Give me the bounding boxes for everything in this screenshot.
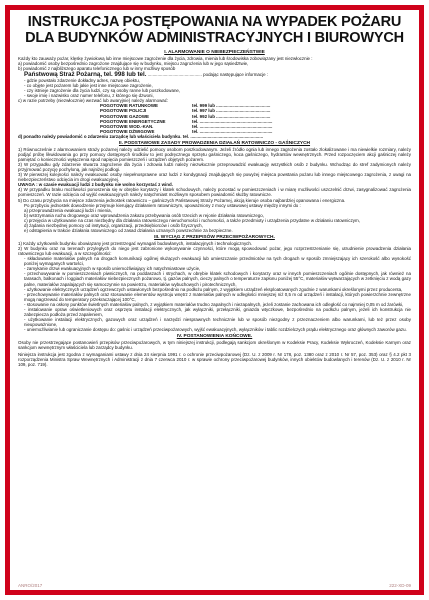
list-item: - czy istnieje zagrożenie dla życia ludzi, czy są osoby ranne lub poszkodowane, [24, 88, 181, 94]
section-1-d [18, 134, 411, 139]
emergency-name: POGOTOWIE DŹWIGOWE [100, 128, 155, 134]
emergency-name: POGOTOWIE RATUNKOWE [100, 103, 159, 109]
section-1-b: b) powiadomić z najbliższego aparatu telefonicznego lub w inny możliwy sposób [18, 65, 176, 71]
emergency-tel: tel. 997 lub ............................................ [192, 108, 271, 114]
list-item: - użytkowanie instalacji elektrycznych, gazowych oraz urządzeń i narzędzi niesprawnych technicznie lub w sposób niezgodny z przeznaczeniem albo warunkami, lub też przez osoby nieupoważnione, [24, 317, 411, 328]
list-item: - składowanie materiałów palnych na drogach komunikacji ogólnej służących ewakuacji lub umieszczanie przedmiotów na tych drogach w sposób zmniejszający ich szerokość albo wysokość poniżej wymaganych wartości, [24, 256, 411, 267]
section-3-heading: III. WYCIĄG Z PRZEPISÓW PRZECIWPOŻAROWYCH. [154, 234, 275, 240]
section-2-p1: 1) Równocześnie z alarmowaniem straży pożarnej należy udzielić pomocy osobom poszkodowanym. Jeżeli źródło ognia lub innego zagrożenia zostało zlokalizowane i ma niewielkie rozmiary, należy podjąć próbę likwidowania go przy pomocy dostępnych środków to jest podręcznego sprzętu gaśniczego, koca gaśniczego, hydrantów wewnętrznych. Przed rozpoczęciem akcji gaśniczej należy pamiętać o konieczności wyłączenia spod napięcia pomieszczeń i urządzeń objętych pożarem. [18, 146, 411, 162]
title-line-2: DLA BUDYNKÓW ADMINISTRACYJNYCH I BIUROWYCH [25, 29, 404, 46]
section-3-p2: 2) W budynku oraz na terenach przyległych do niego jest zabronione wykonywanie czynności, które mogą spowodować pożar, jego rozprzestrzenianie się, utrudnienie prowadzenia działania ratowniczego lub ewakuacji, a w szczególności: [18, 245, 411, 256]
list-item: b) wstrzymania ruchu drogowego oraz wprowadzenia zakazu przebywania osób trzecich w rejonie działania ratowniczego, [24, 212, 264, 218]
list-item: - co objęte jest pożarem lub jakie jest inne miejscowe zagrożenie, [24, 82, 153, 88]
section-2-warning: UWAGA : w czasie ewakuacji ludzi z budynku nie wolno korzystać z wind. [18, 182, 173, 188]
list-item: e) odstąpienia w trakcie działania ratowniczego od zasad działania uznanych powszechnie za bezpieczne. [24, 228, 233, 234]
list-item: - przechowywanie w pomieszczeniach piwnicznych, na poddaszach i strychach, w obrębie klatek schodowych i korytarzy oraz w innych pomieszczeniach ogólnie dostępnych, jak również na tarasach, balkonach i loggiach materiałów niebezpiecznych pożarowo, tj. gazów palnych, cieczy palnych o temperaturze zapłonu poniżej 55°C, materiałów wytwarzających w zetknięciu z wodą gazy palne, materiałów zapalających się samoczynnie na powietrzu, materiałów wybuchowych i pirotechnicznych, [24, 271, 411, 287]
emergency-name: POGOTOWIE ENERGETYCZNE [100, 118, 166, 124]
section-2-p5b: Po przybyciu jednostek dowodzenie przejmuje kierujący działaniem ratowniczym, upoważniony z mocy ustawowej ustawy między innymi do : [24, 202, 301, 208]
list-item: d) żądania niezbędnej pomocy od instytucji, organizacji, przedsiębiorców i osób fizycznych, [24, 223, 203, 228]
emergency-name: POGOTOWIE GAZOWE [100, 113, 149, 119]
list-item: - użytkowanie elektrycznych urządzeń ogrzewczych ustawionych bezpośrednio na podłożu palnym, z wyjątkiem urządzeń eksploatowanych zgodnie z warunkami określonymi przez producenta, [24, 286, 403, 292]
title-line-1: INSTRUKCJA POSTĘPOWANIA NA WYPADEK POŻARU [27, 14, 402, 30]
list-item: c) przejęcia w użytkowanie na czas niezbędny dla działania ratowniczego nieruchomości i ruchomości, a także przedmioty i urządzenia przydatne w działaniu ratowniczym, [24, 217, 360, 223]
section-2-heading: II. PODSTAWOWE ZASADY PROWADZENIA DZIAŁAŃ RATOWNICZO - GAŚNICZYCH [118, 140, 311, 146]
section-4-p1: Osoby nie przestrzegające postanowień przepisów przeciwpożarowych, w tym niniejszej instrukcji, podlegają sankcjom określonym w Kodeksie Pracy, Kodeksie Wykroczeń, Kodeksie Karnym oraz sankcjom wewnętrznym właściciela lub zarządcy budynku. [18, 340, 411, 351]
list-item: - zamykanie drzwi ewakuacyjnych w sposób uniemożliwiający ich natychmiastowe użycie, [24, 266, 201, 272]
footer-left: ANRO/2017 [18, 583, 43, 588]
sign-footer [18, 583, 411, 588]
section-4-p2: Niniejsza instrukcja jest zgodna z wymaganiami ustawy z dnia 24 sierpnia 1991 r. o ochronie przeciwpożarowej (Dz. U. z 2009 r. Nr 178, poz. 1380 oraz z 2010 r. Nr 57, poz. 353) oraz § 4.2 pkt 3 rozporządzenia Ministra Spraw Wewnętrznych i Administracji z dnia 7 czerwca 2010 r. w sprawie ochrony przeciwpożarowej budynków, innych obiektów budowlanych i terenów (Dz. U. z 2010 r. Nr 109, poz. 719). [18, 351, 411, 367]
list-item: - uniemożliwianie lub ograniczanie dostępu do: gaśnic i urządzeń przeciwpożarowych, wyjść ewakuacyjnych, wyłączników i tablic rozdzielczych prądu elektrycznego oraz głównych zaworów gazu. [24, 327, 407, 333]
section-2-p4: 4) W przypadku braku możliwości ponoszenia się w obrębie korytarzy i klatek schodowych, należy pozostać w pomieszczeniach i w miarę możliwości uszczelnić drzwi, zasygnalizować zagrożenia pomieszczeń. W razie odcięcia od wyjść ewakuacyjnych należy natychmiast możliwym sposobem powiadomić służby ratownicze. [18, 187, 411, 198]
instruction-sign [5, 5, 424, 595]
emergency-name: POGOTOWIE WOD.-KAN. [100, 123, 154, 129]
instruction-body [18, 48, 411, 580]
psp-label: Państwową Straż Pożarną, tel. 998 lub tel. [24, 70, 147, 78]
page-title [16, 15, 413, 46]
emergency-tel: tel. ........................................................... [192, 118, 273, 124]
emergency-tel: tel. 999 lub ............................................ [192, 103, 271, 109]
psp-line [18, 71, 411, 78]
emergency-tel: tel. 992 lub ............................................ [192, 113, 271, 119]
section-1-d-text: d) ponadto należy powiadomić o zdarzeniu zarządcę lub właściciela budynku. [18, 133, 182, 139]
emergency-tel: tel. ........................................................... [192, 128, 273, 134]
section-4-heading: IV. POSTANOWIENIA KOŃCOWE. [176, 333, 253, 339]
emergency-name: POGOTOWIE POLICJI [100, 108, 147, 114]
list-item: - stosowanie na osłony punktów świetlnych materiałów palnych, z wyjątkiem materiałów trudno zapalnych i niezapalnych, jeżeli zostanie zachowana ich odległość co najmniej 0,05 m od żarówki, [24, 301, 404, 307]
list-item: - przechowywanie materiałów palnych oraz stosowanie elementów wystroju wnętrz z materiałów palnych w odległości mniejszej niż 0,5 m od urządzeń i instalacji, których powierzchnie zewnętrzne mogą nagrzewać do temperatury przekraczającej 100°C, [24, 291, 411, 302]
list-item: - swoje imię i nazwisko oraz numer telefonu, z którego się dzwoni, [24, 93, 154, 99]
section-3-p1: 1) Każdy użytkownik budynku obowiązany jest przestrzegać wymagań budowlanych, instalacyjnych i technologicznych. [18, 240, 253, 246]
section-2-p5: 5) Do czasu przybycia na miejsce zdarzenia jednostek ratowniczo – gaśniczych Państwowej Straży Pożarnej, akcją kieruje osoba najbardziej opanowana i energiczna. [18, 197, 346, 203]
footer-right: 222-XD-09 [389, 583, 411, 588]
section-1-a: a) powiadomić osoby bezpośrednio zagrożone znajdujące się w budynku, miejscu zagrożenia lub w jego sąsiedztwie, [18, 60, 249, 66]
list-item: a) przeprowadzenia ewakuacji ludzi i mienia, [24, 207, 112, 213]
section-2-p2: 2) W przypadku gdy zdarzenie stwarza zagrożenie dla życia i zdrowia ludzi należy niezwłocznie przeprowadzić ewakuację wszystkich osób z budynku. Wchodząc do stref zadymionych należy przyjmować pozycję pochyloną, jak najniżej podłogi. [18, 161, 411, 172]
emergency-tel: tel. ........................................................... [192, 123, 273, 129]
section-2-p3: 3) W pierwszej kolejności należy ewakuować osoby niepełnosprawne oraz ludzi z kondygnacji znajdujących się powyżej miejsca powstania pożaru lub innego miejscowego zagrożenia, z uwagi na niebezpieczeństwo odcięcia im drogi ewakuacyjnej. [18, 172, 411, 183]
psp-tail: ............................................ podając następujące informacje : [147, 71, 269, 77]
section-1-heading: I. ALARMOWANIE O NIEBEZPIECZEŃSTWIE [164, 49, 265, 55]
section-1-d-tel: tel. ........................................................... [182, 133, 264, 139]
list-item: - instalowanie opraw oświetleniowych oraz osprzętu instalacji elektrycznych, jak wyłączniki, przełączniki, gniazda wtyczkowe, bezpośrednio na podłożu palnym, jeżeli ich konstrukcja nie zabezpiecza podłoża przed zapaleniem, [24, 307, 411, 318]
list-item: - gdzie powstało zdarzenie dokładny adres, nazwę obiektu, [24, 77, 140, 83]
section-1-intro: Każdy kto zauważy pożar, klęskę żywiołową lub inne miejscowe zagrożenie dla życia, zdrowia, mienia lub środowiska zobowiązany jest niezwłocznie : [18, 55, 313, 61]
section-1-c: c) w razie potrzeby (niezwłocznie) wezwać lub awaryjnie) należy alarmować: [18, 98, 169, 104]
